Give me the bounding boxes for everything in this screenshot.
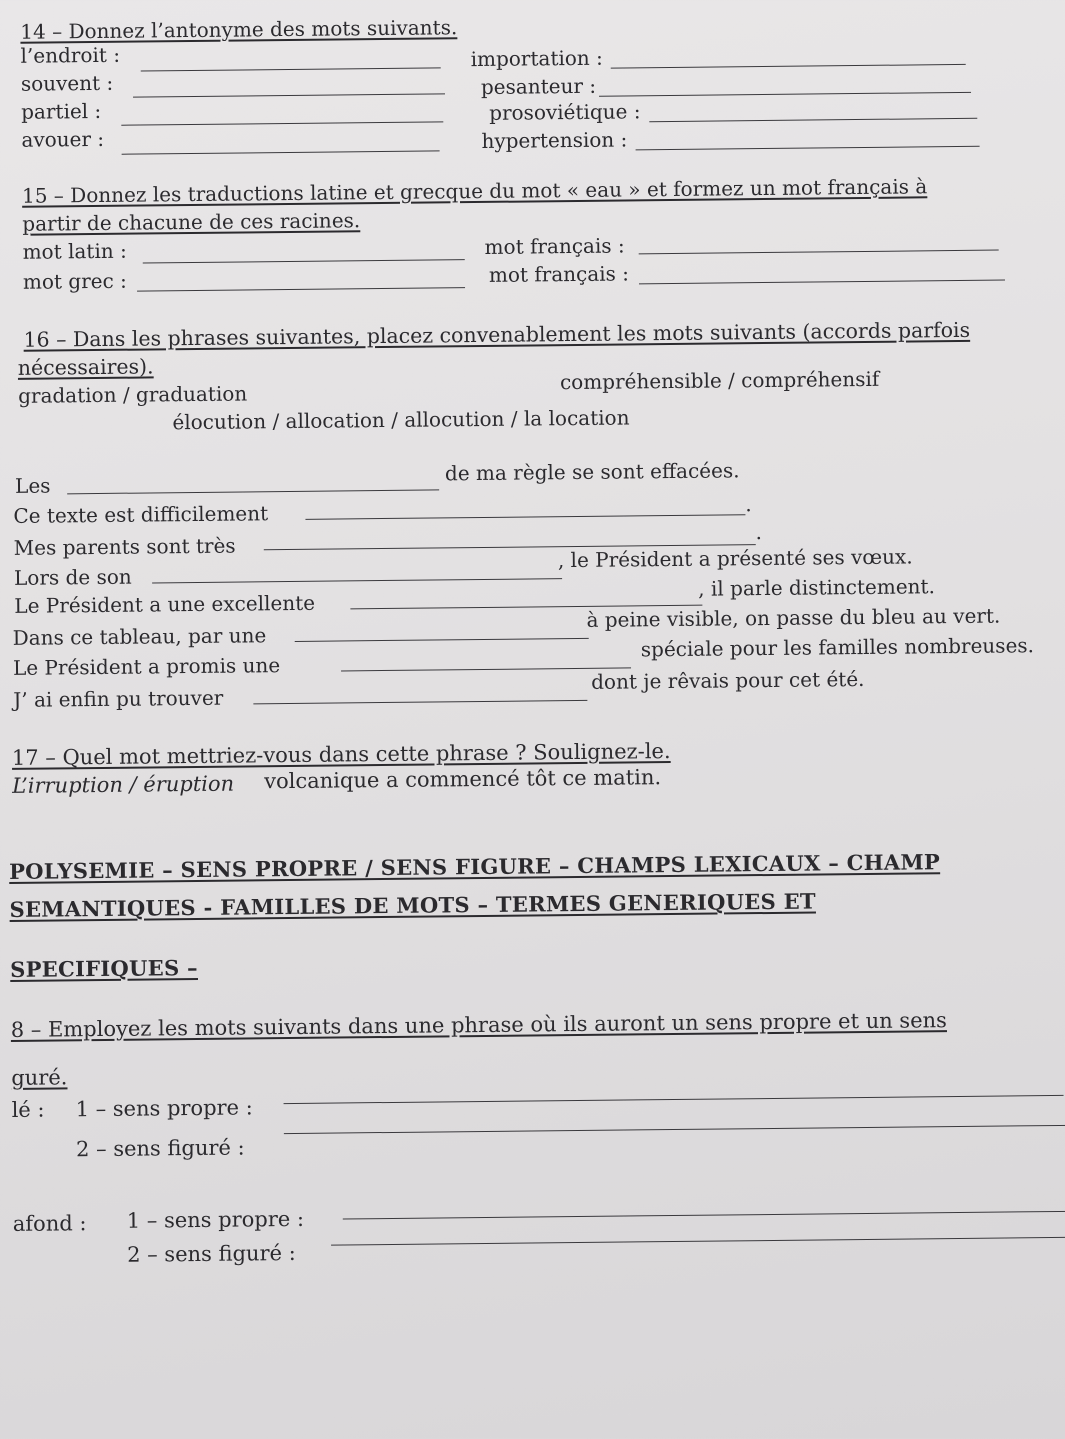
ex18-word-1-propre-label: 1 – sens propre : [75,1095,253,1122]
ex16-words-a: gradation / graduation [18,381,248,408]
ex18-title-line2: guré. [11,1065,68,1090]
ex14-blank-7[interactable] [649,118,977,122]
ex16-sentence-5-end: , il parle distinctement. [698,574,935,601]
ex17-choice[interactable]: L’irruption / éruption [12,771,235,798]
ex15-francais2-label: mot français : [488,261,630,287]
ex16-words-b: compréhensible / compréhensif [559,366,880,395]
ex16-sentence-7-end: spéciale pour les familles nombreuses. [640,633,1035,662]
ex14-word-7: prosoviétique : [489,99,641,125]
ex15-latin-blank[interactable] [143,259,465,263]
ex18-word-1-figure-blank[interactable] [284,1125,1065,1134]
ex16-sentence-8-start: J’ ai enfin pu trouver [13,685,224,712]
ex15-grec-blank[interactable] [137,287,465,291]
ex16-blank-1[interactable] [67,489,439,494]
ex16-sentence-2-end: . [745,492,752,517]
ex16-sentence-6-start: Dans ce tableau, par une [12,623,267,650]
section-heading-line1: POLYSEMIE – SENS PROPRE / SENS FIGURE – CHAMPS LEXICAUX – CHAMP [8,849,941,884]
ex18-title-line1: 8 – Employez les mots suivants dans une phrase où ils auront un sens propre et un sens [10,1008,948,1042]
ex14-word-4: avouer : [21,126,105,152]
ex16-sentence-8-end: dont je rêvais pour cet été. [591,666,865,694]
ex14-title: 14 – Donnez l’antonyme des mots suivants. [20,15,458,44]
ex14-word-1: l’endroit : [20,42,121,68]
ex16-sentence-3-end: . [755,520,763,545]
ex16-sentence-7-start: Le Président a promis une [12,653,281,680]
ex16-title-line2: nécessaires). [17,354,154,380]
ex14-blank-6[interactable] [599,92,971,97]
ex18-word-2-figure-label: 2 – sens figuré : [127,1240,296,1267]
ex14-blank-3[interactable] [121,121,443,125]
ex16-sentence-3-start: Mes parents sont très [13,533,236,560]
ex16-blank-7[interactable] [341,667,631,671]
ex14-word-2: souvent : [20,70,114,96]
ex14-word-8: hypertension : [481,127,628,153]
ex15-title-line2: partir de chacune de ces racines. [22,208,361,236]
ex16-blank-4[interactable] [152,578,562,583]
ex18-word-2-propre-label: 1 – sens propre : [126,1206,305,1233]
ex15-title-line1: 15 – Donnez les traductions latine et grecque du mot « eau » et formez un mot français à [21,174,928,208]
ex15-francais1-blank[interactable] [639,250,999,255]
ex16-sentence-6-end: à peine visible, on passe du bleu au vert. [586,603,1001,632]
ex18-word-1-figure-label: 2 – sens figuré : [75,1135,245,1162]
ex18-word-1: lé : [11,1097,45,1122]
ex16-sentence-1-start: Les [14,473,51,498]
ex16-title-line1: 16 – Dans les phrases suivantes, placez convenablement les mots suivants (accords parfois [23,317,971,352]
ex16-sentence-4-end: , le Président a présenté ses vœux. [557,544,913,573]
ex16-sentence-1-end: de ma règle se sont effacées. [444,458,740,486]
ex14-word-6: pesanteur : [480,73,597,99]
section-heading-line3: SPECIFIQUES – [10,954,199,982]
ex15-grec-label: mot grec : [22,268,127,294]
ex18-word-1-propre-blank[interactable] [284,1095,1064,1104]
ex18-word-2: afond : [12,1211,87,1236]
ex18-word-2-figure-blank[interactable] [331,1237,1065,1246]
ex17-title: 17 – Quel mot mettriez-vous dans cette phrase ? Soulignez-le. [11,739,671,770]
ex16-sentence-2-start: Ce texte est difficilement [13,501,269,528]
ex14-word-5: importation : [470,45,603,72]
ex14-blank-1[interactable] [141,67,441,71]
ex14-blank-5[interactable] [611,64,966,69]
ex16-words-c: élocution / allocation / allocution / la location [172,405,630,435]
ex14-word-3: partiel : [21,98,102,124]
ex15-francais2-blank[interactable] [639,279,1005,284]
ex18-word-2-propre-blank[interactable] [343,1211,1065,1220]
ex14-blank-2[interactable] [133,93,445,97]
ex14-blank-4[interactable] [122,150,440,154]
ex17-sentence-rest: volcanique a commencé tôt ce matin. [264,765,662,794]
ex16-blank-2[interactable] [305,514,745,520]
ex16-blank-6[interactable] [295,638,589,642]
ex16-sentence-5-start: Le Président a une excellente [14,590,316,618]
ex15-francais1-label: mot français : [484,233,625,259]
ex16-blank-8[interactable] [253,700,587,704]
section-heading-line2: SEMANTIQUES - FAMILLES DE MOTS – TERMES GENERIQUES ET [9,888,816,922]
ex15-latin-label: mot latin : [22,238,127,264]
ex16-sentence-4-start: Lors de son [13,564,132,590]
ex14-blank-8[interactable] [636,146,980,151]
